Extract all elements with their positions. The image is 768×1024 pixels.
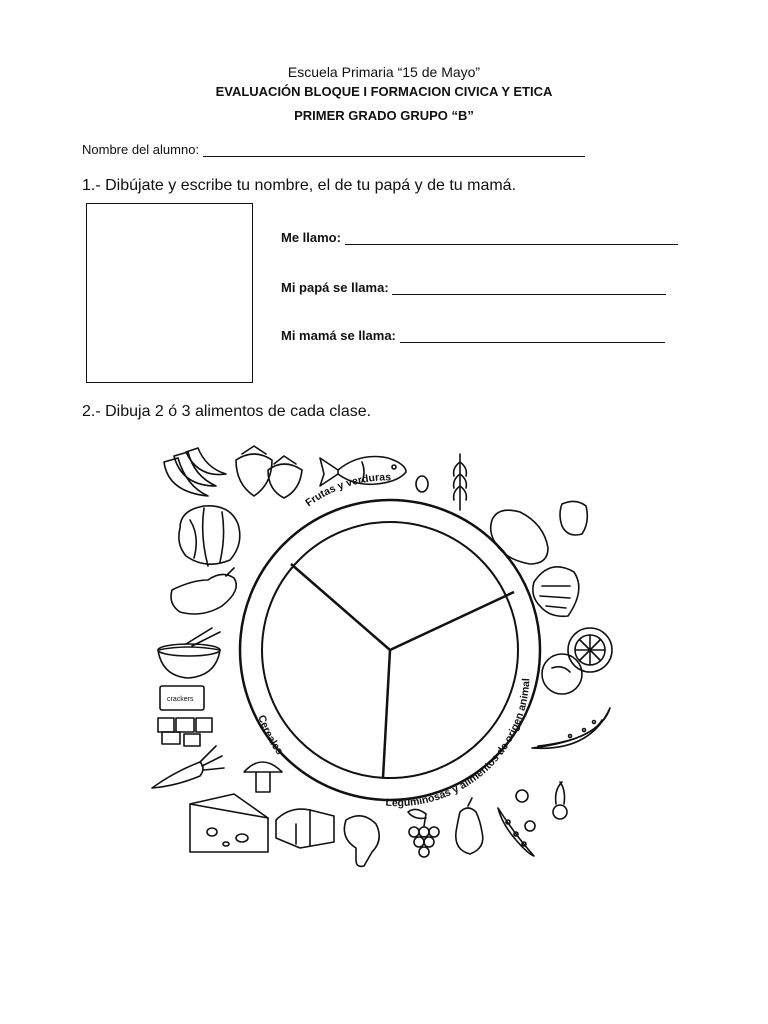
grade-group: PRIMER GRADO GRUPO “B” <box>294 108 474 123</box>
cheese-icon <box>190 794 268 852</box>
section-label-fruits-path: Frutas y verduras <box>303 471 392 510</box>
strawberries-icon <box>236 446 302 498</box>
student-name-blank[interactable] <box>203 144 585 157</box>
chicken-leg-icon <box>344 816 379 867</box>
dad-name-label: Mi papá se llama: <box>281 280 393 295</box>
section-label-cereals <box>255 714 285 758</box>
section-label-legumes-path: Leguminosas y alimentos de origen animal <box>385 677 533 810</box>
cabbage-icon <box>179 506 240 566</box>
corn-icon <box>533 567 579 616</box>
crackers-icon <box>158 686 212 746</box>
pear-icon <box>456 798 483 854</box>
mushroom-icon <box>244 762 282 792</box>
mom-name-row <box>281 328 665 343</box>
student-name-label: Nombre del alumno: <box>82 142 203 157</box>
plate-divider-bottom <box>383 650 390 778</box>
question-1: 1.- Dibújate y escribe tu nombre, el de tu papá y de tu mamá. <box>82 177 517 194</box>
peapod-icon <box>498 808 534 856</box>
noodle-bowl-icon <box>158 628 220 678</box>
squash-icon <box>171 568 236 614</box>
my-name-label: Me llamo: <box>281 230 345 245</box>
dad-name-blank[interactable] <box>392 282 666 295</box>
mom-name-label: Mi mamá se llama: <box>281 328 400 343</box>
section-label-fruits <box>303 471 391 509</box>
bread-icon <box>276 809 334 848</box>
student-name-line <box>82 142 585 157</box>
plate-svg <box>150 440 630 870</box>
potato-icon <box>491 501 588 564</box>
food-plate-figure <box>150 440 630 870</box>
peanut-icon <box>542 654 582 694</box>
exam-title: EVALUACIÓN BLOQUE I FORMACION CIVICA Y ETICA <box>215 84 553 99</box>
cherries-icon <box>516 782 567 831</box>
section-label-legumes <box>385 678 532 809</box>
crackers-label: crackers <box>167 696 194 703</box>
my-name-blank[interactable] <box>345 232 678 245</box>
question-2: 2.- Dibuja 2 ó 3 alimentos de cada clase. <box>82 403 372 420</box>
carrot-icon <box>152 746 224 788</box>
mom-name-blank[interactable] <box>400 330 665 343</box>
my-name-row <box>281 230 678 245</box>
bean-icon <box>416 476 428 492</box>
self-portrait-box[interactable] <box>86 203 253 383</box>
grapes-icon <box>408 809 439 857</box>
melon-slice-icon <box>532 708 610 748</box>
dad-name-row <box>281 280 666 295</box>
school-name: Escuela Primaria “15 de Mayo” <box>287 64 481 80</box>
orange-icon <box>568 628 612 672</box>
wheat-icon <box>454 454 467 510</box>
plate-divider-left <box>291 564 390 650</box>
bananas-icon <box>164 448 226 496</box>
plate-divider-right <box>390 592 514 650</box>
fish-icon <box>320 457 406 487</box>
section-label-cereals-path: Cereales <box>255 713 286 758</box>
